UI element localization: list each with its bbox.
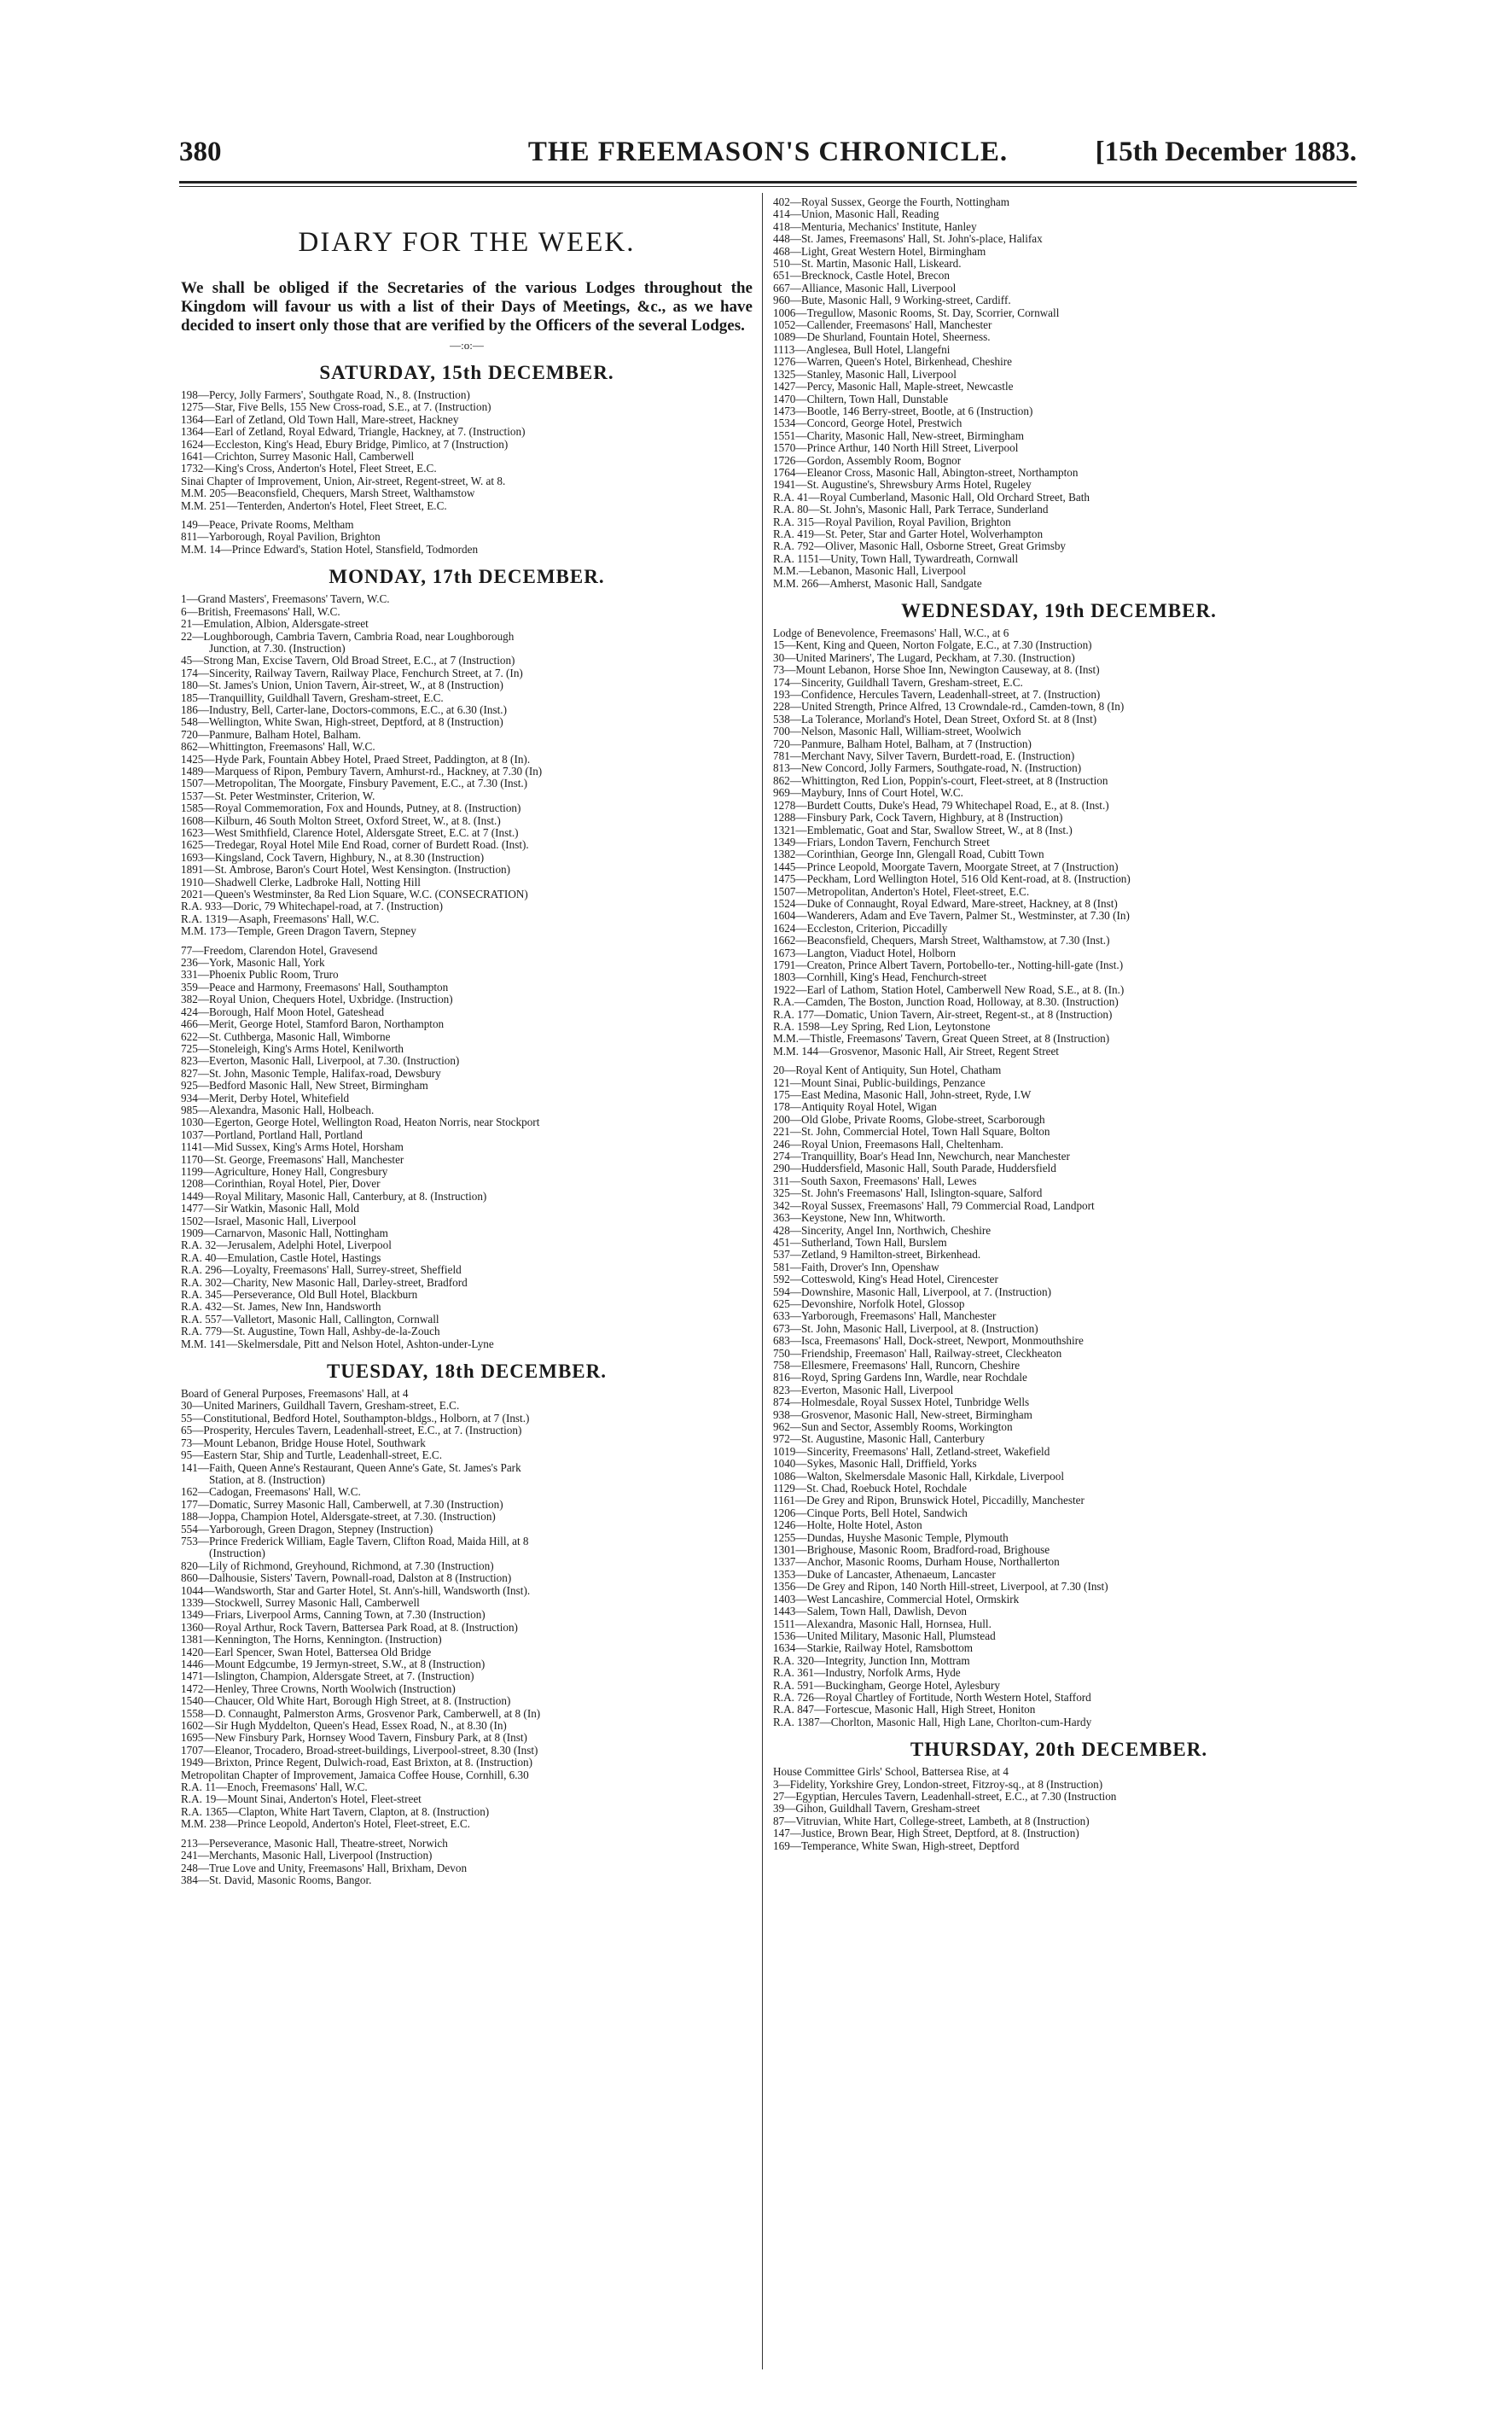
lodge-entry: 1288—Finsbury Park, Cock Tavern, Highbury, at 8 (Instruction)	[773, 812, 1063, 825]
lodge-entry: 1030—Egerton, George Hotel, Wellington Road, Heaton Norris, near Stockport	[181, 1116, 540, 1129]
lodge-entry: 1420—Earl Spencer, Swan Hotel, Battersea Old Bridge	[181, 1646, 432, 1658]
header-rule-thin	[179, 186, 1357, 187]
lodge-entry: 162—Cadogan, Freemasons' Hall, W.C.	[181, 1486, 361, 1499]
lodge-entry: 1040—Sykes, Masonic Hall, Driffield, Yorks	[773, 1458, 977, 1471]
column-divider	[762, 193, 763, 2369]
header-rule-thick	[179, 181, 1357, 184]
lodge-entry: 1339—Stockwell, Surrey Masonic Hall, Camberwell	[181, 1596, 420, 1609]
lodge-entry: M.M.—Thistle, Freemasons' Tavern, Great Queen Street, at 8 (Instruction)	[773, 1033, 1110, 1046]
lodge-entry: 1113—Anglesea, Bull Hotel, Llangefni	[773, 343, 951, 356]
lodge-entry: 1477—Sir Watkin, Masonic Hall, Mold	[181, 1203, 359, 1215]
lodge-entry: 1511—Alexandra, Masonic Hall, Hornsea, Hull.	[773, 1617, 992, 1630]
lodge-entry: 758—Ellesmere, Freemasons' Hall, Runcorn, Cheshire	[773, 1359, 1021, 1372]
lodge-entry: 1349—Friars, Liverpool Arms, Canning Town, at 7.30 (Instruction)	[181, 1609, 486, 1622]
lodge-entry: 1037—Portland, Portland Hall, Portland	[181, 1128, 363, 1141]
lodge-entry: 1791—Creaton, Prince Albert Tavern, Portobello-ter., Notting-hill-gate (Inst.)	[773, 959, 1124, 971]
lodge-entry: 581—Faith, Drover's Inn, Openshaw	[773, 1261, 939, 1273]
lodge-entry: 428—Sincerity, Angel Inn, Northwich, Cheshire	[773, 1224, 992, 1237]
issue-date: [15th December 1883.	[1095, 137, 1357, 167]
lodge-entry: 1019—Sincerity, Freemasons' Hall, Zetland-street, Wakefield	[773, 1445, 1050, 1458]
lodge-entry: 1382—Corinthian, George Inn, Glengall Road, Cubitt Town	[773, 848, 1044, 861]
lodge-entry: R.A. 591—Buckingham, George Hotel, Aylesbury	[773, 1679, 1000, 1692]
lodge-entry: 1006—Tregullow, Masonic Rooms, St. Day, Scorrier, Cornwall	[773, 306, 1060, 319]
lodge-entry: 1558—D. Connaught, Palmerston Arms, Grosvenor Park, Camberwell, at 8 (In)	[181, 1707, 541, 1720]
lodge-entry: 3—Fidelity, Yorkshire Grey, London-street, Fitzroy-sq., at 8 (Instruction)	[773, 1778, 1103, 1791]
lodge-entry: 972—St. Augustine, Masonic Hall, Canterbury	[773, 1433, 985, 1446]
lodge-entry: 1602—Sir Hugh Myddelton, Queen's Head, Essex Road, N., at 8.30 (In)	[181, 1720, 507, 1733]
lodge-entry: 1624—Eccleston, King's Head, Ebury Bridge, Pimlico, at 7 (Instruction)	[181, 438, 509, 451]
lodge-entry: 1489—Marquess of Ripon, Pembury Tavern, Amhurst-rd., Hackney, at 7.30 (In)	[181, 765, 543, 778]
lodge-entry: 290—Huddersfield, Masonic Hall, South Parade, Huddersfield	[773, 1163, 1056, 1175]
lodge-entry: 651—Brecknock, Castle Hotel, Brecon	[773, 270, 950, 283]
lodge-entry: R.A. 41—Royal Cumberland, Masonic Hall, Old Orchard Street, Bath	[773, 491, 1090, 504]
lodge-entry: 633—Yarborough, Freemasons' Hall, Manchester	[773, 1310, 997, 1323]
lodge-entry: 2021—Queen's Westminster, 8a Red Lion Square, W.C. (CONSECRATION)	[181, 889, 528, 901]
group-gap	[181, 1831, 753, 1838]
left-column	[181, 196, 753, 2364]
lodge-entry: 30—United Mariners, Guildhall Tavern, Gresham-street, E.C.	[181, 1400, 460, 1413]
lodge-entry: 753—Prince Frederick William, Eagle Tavern, Clifton Road, Maida Hill, at 8	[181, 1535, 529, 1547]
lodge-entry: 325—St. John's Freemasons' Hall, Islington-square, Salford	[773, 1187, 1043, 1200]
lodge-entry: 781—Merchant Navy, Silver Tavern, Burdett-road, E. (Instruction)	[773, 750, 1075, 763]
lodge-entry: 625—Devonshire, Norfolk Hotel, Glossop	[773, 1297, 965, 1310]
lodge-entry: 862—Whittington, Red Lion, Poppin's-court, Fleet-street, at 8 (Instruction	[773, 774, 1108, 787]
lodge-entry: 1170—St. George, Freemasons' Hall, Manchester	[181, 1153, 404, 1166]
lodge-entry: 198—Percy, Jolly Farmers', Southgate Road, N., 8. (Instruction)	[181, 389, 470, 401]
masthead	[179, 137, 1357, 178]
publication-title: THE FREEMASON'S CHRONICLE.	[527, 137, 1009, 167]
day-heading: WEDNESDAY, 19th DECEMBER.	[901, 600, 1217, 621]
lodge-entry: 1507—Metropolitan, Anderton's Hotel, Fleet-street, E.C.	[773, 885, 1030, 898]
lodge-entry: 1693—Kingsland, Cock Tavern, Highbury, N., at 8.30 (Instruction)	[181, 851, 485, 864]
lodge-entry: 934—Merit, Derby Hotel, Whitefield	[181, 1092, 350, 1104]
lodge-entry: R.A. 1598—Ley Spring, Red Lion, Leytonstone	[773, 1021, 991, 1033]
lodge-entry: 1624—Eccleston, Criterion, Piccadilly	[773, 922, 948, 935]
lodge-entry: 720—Panmure, Balham Hotel, Balham.	[181, 728, 361, 741]
lodge-entry: 1206—Cinque Ports, Bell Hotel, Sandwich	[773, 1506, 968, 1519]
lodge-entry: 1472—Henley, Three Crowns, North Woolwich (Instruction)	[181, 1682, 456, 1695]
lodge-entry: 1141—Mid Sussex, King's Arms Hotel, Horsham	[181, 1141, 404, 1154]
lodge-entry: R.A. 1319—Asaph, Freemasons' Hall, W.C.	[181, 912, 380, 925]
lodge-entry: Junction, at 7.30. (Instruction)	[181, 642, 346, 655]
lodge-entry: 228—United Strength, Prince Alfred, 13 Crowndale-rd., Camden-town, 8 (In)	[773, 701, 1125, 714]
lodge-entry: 87—Vitruvian, White Hart, College-street, Lambeth, at 8 (Instruction)	[773, 1815, 1090, 1827]
lodge-entry: 466—Merit, George Hotel, Stamford Baron, Northampton	[181, 1018, 445, 1031]
lodge-entry: R.A. 792—Oliver, Masonic Hall, Osborne Street, Great Grimsby	[773, 540, 1067, 553]
lodge-entry: M.M. 251—Tenterden, Anderton's Hotel, Fleet Street, E.C.	[181, 499, 447, 512]
lodge-entry: R.A. 32—Jerusalem, Adelphi Hotel, Liverpool	[181, 1239, 392, 1252]
lodge-entry: 402—Royal Sussex, George the Fourth, Nottingham	[773, 196, 1010, 208]
lodge-entry: 185—Tranquillity, Guildhall Tavern, Gresham-street, E.C.	[181, 691, 444, 704]
lodge-entry: R.A. 847—Fortescue, Masonic Hall, High Street, Honiton	[773, 1704, 1036, 1716]
lodge-entry: House Committee Girls' School, Battersea Rise, at 4	[773, 1766, 1009, 1779]
group-gap	[181, 938, 753, 945]
lodge-entry: 1086—Walton, Skelmersdale Masonic Hall, Kirkdale, Liverpool	[773, 1470, 1065, 1483]
lodge-entry: 1443—Salem, Town Hall, Dawlish, Devon	[773, 1606, 968, 1618]
lodge-entry: 1353—Duke of Lancaster, Athenaeum, Lancaster	[773, 1568, 996, 1581]
lodge-entry: Station, at 8. (Instruction)	[181, 1473, 325, 1486]
lodge-entry: 363—Keystone, New Inn, Whitworth.	[773, 1212, 945, 1225]
lodge-entry: 592—Cotteswold, King's Head Hotel, Cirencester	[773, 1273, 998, 1286]
lodge-entry: R.A. 361—Industry, Norfolk Arms, Hyde	[773, 1667, 961, 1680]
lodge-entry: 1726—Gordon, Assembly Room, Bognor	[773, 454, 962, 467]
lodge-entry: 1641—Crichton, Surrey Masonic Hall, Camberwell	[181, 451, 415, 463]
lodge-entry: R.A. 1365—Clapton, White Hart Tavern, Clapton, at 8. (Instruction)	[181, 1805, 490, 1818]
lodge-entry: 77—Freedom, Clarendon Hotel, Gravesend	[181, 944, 378, 957]
lodge-entry: 1507—Metropolitan, The Moorgate, Finsbury Pavement, E.C., at 7.30 (Inst.)	[181, 778, 528, 790]
lodge-entry: 1449—Royal Military, Masonic Hall, Canterbury, at 8. (Instruction)	[181, 1190, 487, 1203]
lodge-entry: 174—Sincerity, Guildhall Tavern, Gresham-street, E.C.	[773, 676, 1023, 689]
lodge-entry: 1276—Warren, Queen's Hotel, Birkenhead, Cheshire	[773, 356, 1013, 369]
lodge-entry: 414—Union, Masonic Hall, Reading	[773, 208, 939, 221]
lodge-entry: 925—Bedford Masonic Hall, New Street, Birmingham	[181, 1080, 428, 1093]
lodge-entry: 1445—Prince Leopold, Moorgate Tavern, Moorgate Street, at 7 (Instruction)	[773, 860, 1119, 873]
lodge-entry: 1044—Wandsworth, Star and Garter Hotel, St. Ann's-hill, Wandsworth (Inst).	[181, 1584, 531, 1597]
lodge-entry: R.A. 296—Loyalty, Freemasons' Hall, Surrey-street, Sheffield	[181, 1264, 462, 1277]
lodge-entry: 969—Maybury, Inns of Court Hotel, W.C.	[773, 787, 963, 800]
lodge-entry: 1910—Shadwell Clerke, Ladbroke Hall, Notting Hill	[181, 876, 421, 889]
lodge-entry: 22—Loughborough, Cambria Tavern, Cambria Road, near Loughborough	[181, 630, 515, 643]
lodge-entry: R.A. 1151—Unity, Town Hall, Tywardreath, Cornwall	[773, 552, 1019, 565]
lodge-entry: R.A. 419—St. Peter, Star and Garter Hotel, Wolverhampton	[773, 527, 1044, 540]
lodge-entry: 236—York, Masonic Hall, York	[181, 957, 325, 970]
lodge-entry: 667—Alliance, Masonic Hall, Liverpool	[773, 282, 957, 294]
lodge-entry: Sinai Chapter of Improvement, Union, Air-street, Regent-street, W. at 8.	[181, 475, 506, 487]
lodge-entry: 1356—De Grey and Ripon, 140 North Hill-street, Liverpool, at 7.30 (Inst)	[773, 1581, 1108, 1594]
lodge-entry: 448—St. James, Freemasons' Hall, St. John's-place, Halifax	[773, 233, 1043, 246]
lodge-entry: R.A. 1387—Chorlton, Masonic Hall, High Lane, Chorlton-cum-Hardy	[773, 1716, 1092, 1728]
lodge-entry: Lodge of Benevolence, Freemasons' Hall, W.C., at 6	[773, 627, 1009, 639]
lodge-entry: 20—Royal Kent of Antiquity, Sun Hotel, Chatham	[773, 1064, 1002, 1077]
lodge-entry: 1524—Duke of Connaught, Royal Edward, Mare-street, Hackney, at 8 (Inst)	[773, 897, 1118, 910]
lodge-entry: M.M. 173—Temple, Green Dragon Tavern, Stepney	[181, 925, 416, 938]
lodge-entry: 554—Yarborough, Green Dragon, Stepney (Instruction)	[181, 1523, 433, 1536]
right-column	[773, 196, 1345, 2364]
lodge-entry: 827—St. John, Masonic Temple, Halifax-road, Dewsbury	[181, 1067, 441, 1080]
lodge-entry: R.A. 432—St. James, New Inn, Handsworth	[181, 1301, 381, 1314]
lodge-entry: 1473—Bootle, 146 Berry-street, Bootle, at 6 (Instruction)	[773, 405, 1033, 417]
lodge-entry: 1470—Chiltern, Town Hall, Dunstable	[773, 393, 949, 405]
lodge-entry: 200—Old Globe, Private Rooms, Globe-street, Scarborough	[773, 1113, 1045, 1126]
lodge-entry: 537—Zetland, 9 Hamilton-street, Birkenhead.	[773, 1249, 981, 1262]
diary-title: DIARY FOR THE WEEK.	[298, 227, 636, 258]
lodge-entry: 178—Antiquity Royal Hotel, Wigan	[773, 1101, 937, 1114]
lodge-entry: R.A. 11—Enoch, Freemasons' Hall, W.C.	[181, 1781, 368, 1794]
lodge-entry: 73—Mount Lebanon, Horse Shoe Inn, Newington Causeway, at 8. (Inst)	[773, 664, 1100, 677]
lodge-entry: 750—Friendship, Freemason' Hall, Railway-street, Cleckheaton	[773, 1347, 1062, 1360]
lodge-entry: 342—Royal Sussex, Freemasons' Hall, 79 Commercial Road, Landport	[773, 1199, 1095, 1212]
lodge-entry: 985—Alexandra, Masonic Hall, Holbeach.	[181, 1104, 375, 1116]
lodge-entry: 1364—Earl of Zetland, Royal Edward, Triangle, Hackney, at 7. (Instruction)	[181, 426, 526, 439]
lodge-entry: R.A. 557—Valletort, Masonic Hall, Callington, Cornwall	[181, 1313, 439, 1326]
lodge-entry: 331—Phoenix Public Room, Truro	[181, 969, 339, 982]
lodge-entry: 177—Domatic, Surrey Masonic Hall, Camberwell, at 7.30 (Instruction)	[181, 1498, 503, 1511]
lodge-entry: 246—Royal Union, Freemasons Hall, Cheltenham.	[773, 1138, 1003, 1151]
lodge-entry: 1—Grand Masters', Freemasons' Tavern, W.C.	[181, 593, 390, 606]
lodge-entry: 45—Strong Man, Excise Tavern, Old Broad Street, E.C., at 7 (Instruction)	[181, 655, 515, 667]
lodge-entry: 188—Joppa, Champion Hotel, Aldersgate-street, at 7.30. (Instruction)	[181, 1511, 496, 1524]
lodge-entry: R.A. 40—Emulation, Castle Hotel, Hastings	[181, 1251, 381, 1264]
lodge-entry: R.A. 302—Charity, New Masonic Hall, Darley-street, Bradford	[181, 1276, 468, 1289]
lodge-entry: M.M. 144—Grosvenor, Masonic Hall, Air Street, Regent Street	[773, 1045, 1059, 1058]
lodge-entry: 468—Light, Great Western Hotel, Birmingham	[773, 245, 986, 258]
lodge-entry: 1570—Prince Arthur, 140 North Hill Street, Liverpool	[773, 442, 1019, 455]
lodge-entry: 241—Merchants, Masonic Hall, Liverpool (Instruction)	[181, 1850, 433, 1862]
lodge-entry: 1695—New Finsbury Park, Hornsey Wood Tavern, Finsbury Park, at 8 (Inst)	[181, 1732, 527, 1745]
lodge-entry: 1337—Anchor, Masonic Rooms, Durham House, Northallerton	[773, 1556, 1060, 1569]
lodge-entry: 1325—Stanley, Masonic Hall, Liverpool	[773, 368, 957, 381]
lodge-entry: 141—Faith, Queen Anne's Restaurant, Queen Anne's Gate, St. James's Park	[181, 1461, 521, 1474]
lodge-entry: 1623—West Smithfield, Clarence Hotel, Aldersgate Street, E.C. at 7 (Inst.)	[181, 827, 519, 839]
lodge-entry: 960—Bute, Masonic Hall, 9 Working-street, Cardiff.	[773, 294, 1011, 307]
lodge-entry: 1129—St. Chad, Roebuck Hotel, Rochdale	[773, 1483, 967, 1495]
lodge-entry: M.M. 14—Prince Edward's, Station Hotel, Stansfield, Todmorden	[181, 543, 479, 556]
lodge-entry: 860—Dalhousie, Sisters' Tavern, Pownall-road, Dalston at 8 (Instruction)	[181, 1572, 512, 1585]
lodge-entry: M.M. 238—Prince Leopold, Anderton's Hotel, Fleet-street, E.C.	[181, 1818, 470, 1831]
lodge-entry: 1199—Agriculture, Honey Hall, Congresbury	[181, 1165, 388, 1178]
lodge-entry: 55—Constitutional, Bedford Hotel, Southampton-bldgs., Holborn, at 7 (Inst.)	[181, 1412, 530, 1425]
lodge-entry: 1471—Islington, Champion, Aldersgate Street, at 7. (Instruction)	[181, 1670, 474, 1683]
lodge-entry: 39—Gihon, Guildhall Tavern, Gresham-street	[773, 1803, 980, 1815]
lodge-entry: 30—United Mariners', The Lugard, Peckham, at 7.30. (Instruction)	[773, 651, 1075, 664]
lodge-entry: 180—St. James's Union, Union Tavern, Air-street, W., at 8 (Instruction)	[181, 679, 503, 692]
lodge-entry: 874—Holmesdale, Royal Sussex Hotel, Tunbridge Wells	[773, 1396, 1030, 1409]
lodge-entry: 73—Mount Lebanon, Bridge House Hotel, Southwark	[181, 1437, 426, 1449]
page-number: 380	[179, 137, 222, 167]
lodge-entry: 174—Sincerity, Railway Tavern, Railway Place, Fenchurch Street, at 7. (In)	[181, 667, 523, 679]
lodge-entry: 673—St. John, Masonic Hall, Liverpool, at 8. (Instruction)	[773, 1322, 1038, 1335]
lodge-entry: 1803—Cornhill, King's Head, Fenchurch-street	[773, 971, 987, 984]
lodge-entry: 451—Sutherland, Town Hall, Burslem	[773, 1236, 947, 1249]
lodge-entry: R.A. 933—Doric, 79 Whitechapel-road, at 7. (Instruction)	[181, 900, 444, 913]
lodge-entry: 274—Tranquillity, Boar's Head Inn, Newchurch, near Manchester	[773, 1151, 1070, 1163]
lodge-entry: R.A. 315—Royal Pavilion, Royal Pavilion, Brighton	[773, 516, 1011, 528]
lodge-entry: 213—Perseverance, Masonic Hall, Theatre-street, Norwich	[181, 1837, 448, 1850]
lodge-entry: 147—Justice, Brown Bear, High Street, Deptford, at 8. (Instruction)	[773, 1827, 1079, 1840]
lodge-entry: 1540—Chaucer, Old White Hart, Borough High Street, at 8. (Instruction)	[181, 1695, 511, 1708]
lodge-entry: 594—Downshire, Masonic Hall, Liverpool, at 7. (Instruction)	[773, 1285, 1051, 1298]
lodge-entry: 823—Everton, Masonic Hall, Liverpool	[773, 1384, 954, 1396]
lodge-entry: 186—Industry, Bell, Carter-lane, Doctors-commons, E.C., at 6.30 (Inst.)	[181, 703, 507, 716]
lodge-entry: 418—Menturia, Mechanics' Institute, Hanley	[773, 220, 977, 233]
lodge-entry: 1662—Beaconsfield, Chequers, Marsh Street, Walthamstow, at 7.30 (Inst.)	[773, 935, 1110, 947]
lodge-entry: 384—St. David, Masonic Rooms, Bangor.	[181, 1874, 372, 1886]
lodge-entry: 1089—De Shurland, Fountain Hotel, Sheerness.	[773, 331, 991, 344]
lodge-entry: 820—Lily of Richmond, Greyhound, Richmond, at 7.30 (Instruction)	[181, 1559, 494, 1572]
lodge-entry: 382—Royal Union, Chequers Hotel, Uxbridge. (Instruction)	[181, 994, 453, 1006]
lodge-entry: 175—East Medina, Masonic Hall, John-street, Ryde, I.W	[773, 1089, 1032, 1102]
lodge-entry: 1427—Percy, Masonic Hall, Maple-street, Newcastle	[773, 381, 1014, 393]
lodge-entry: 95—Eastern Star, Ship and Turtle, Leadenhall-street, E.C.	[181, 1449, 443, 1462]
lodge-entry: 1321—Emblematic, Goat and Star, Swallow Street, W., at 8 (Inst.)	[773, 824, 1073, 836]
lodge-entry: 1604—Wanderers, Adam and Eve Tavern, Palmer St., Westminster, at 7.30 (In)	[773, 910, 1130, 923]
lodge-entry: 813—New Concord, Jolly Farmers, Southgate-road, N. (Instruction)	[773, 762, 1082, 775]
lodge-entry: 221—St. John, Commercial Hotel, Town Hall Square, Bolton	[773, 1126, 1050, 1139]
lodge-entry: Metropolitan Chapter of Improvement, Jamaica Coffee House, Cornhill, 6.30	[181, 1769, 529, 1781]
lodge-entry: 193—Confidence, Hercules Tavern, Leadenhall-street, at 7. (Instruction)	[773, 689, 1101, 702]
lodge-entry: 1534—Concord, George Hotel, Prestwich	[773, 417, 962, 430]
lodge-entry: 1909—Carnarvon, Masonic Hall, Nottingham	[181, 1227, 388, 1239]
lodge-entry: 1922—Earl of Lathom, Station Hotel, Camberwell New Road, S.E., at 8. (In.)	[773, 983, 1125, 996]
lodge-entry: 311—South Saxon, Freemasons' Hall, Lewes	[773, 1174, 977, 1187]
lodge-entry: 1208—Corinthian, Royal Hotel, Pier, Dover	[181, 1178, 381, 1191]
lodge-entry: 1475—Peckham, Lord Wellington Hotel, 516 Old Kent-road, at 8. (Instruction)	[773, 873, 1131, 886]
separator: —:o:—	[450, 339, 484, 352]
lodge-entry: 149—Peace, Private Rooms, Meltham	[181, 519, 354, 532]
lodge-entry: 548—Wellington, White Swan, High-street, Deptford, at 8 (Instruction)	[181, 716, 503, 729]
lodge-entry: 27—Egyptian, Hercules Tavern, Leadenhall-street, E.C., at 7.30 (Instruction	[773, 1790, 1117, 1803]
lodge-entry: 1255—Dundas, Huyshe Masonic Temple, Plymouth	[773, 1531, 1009, 1544]
lodge-entry: 700—Nelson, Masonic Hall, William-street, Woolwich	[773, 726, 1021, 738]
lodge-entry: R.A. 779—St. Augustine, Town Hall, Ashby-de-la-Zouch	[181, 1326, 440, 1338]
lodge-entry: 65—Prosperity, Hercules Tavern, Leadenhall-street, E.C., at 7. (Instruction)	[181, 1425, 522, 1437]
lodge-entry: 1551—Charity, Masonic Hall, New-street, Birmingham	[773, 429, 1024, 442]
lodge-entry: 15—Kent, King and Queen, Norton Folgate, E.C., at 7.30 (Instruction)	[773, 639, 1092, 652]
lodge-entry: 1275—Star, Five Bells, 155 New Cross-road, S.E., at 7. (Instruction)	[181, 401, 491, 414]
lodge-entry: 862—Whittington, Freemasons' Hall, W.C.	[181, 741, 375, 754]
lodge-entry: R.A. 320—Integrity, Junction Inn, Mottram	[773, 1654, 970, 1667]
lodge-entry: 248—True Love and Unity, Freemasons' Hall, Brixham, Devon	[181, 1862, 468, 1874]
lodge-entry: 1732—King's Cross, Anderton's Hotel, Fleet Street, E.C.	[181, 463, 437, 475]
lodge-entry: M.M.—Lebanon, Masonic Hall, Liverpool	[773, 565, 966, 578]
lodge-entry: M.M. 266—Amherst, Masonic Hall, Sandgate	[773, 577, 982, 590]
lodge-entry: 1673—Langton, Viaduct Hotel, Holborn	[773, 947, 956, 959]
lodge-entry: 720—Panmure, Balham Hotel, Balham, at 7 (Instruction)	[773, 737, 1032, 750]
group-gap	[773, 1058, 1345, 1064]
lodge-entry: 424—Borough, Half Moon Hotel, Gateshead	[181, 1005, 385, 1018]
lodge-entry: 816—Royd, Spring Gardens Inn, Wardle, near Rochdale	[773, 1372, 1027, 1384]
lodge-entry: 1278—Burdett Coutts, Duke's Head, 79 Whitechapel Road, E., at 8. (Inst.)	[773, 799, 1109, 812]
lodge-entry: 169—Temperance, White Swan, High-street, Deptford	[773, 1839, 1020, 1852]
lodge-entry: 1052—Callender, Freemasons' Hall, Manchester	[773, 319, 992, 332]
lodge-entry: 1537—St. Peter Westminster, Criterion, W.	[181, 790, 375, 802]
lodge-entry: 1446—Mount Edgcumbe, 19 Jermyn-street, S.W., at 8 (Instruction)	[181, 1658, 486, 1670]
day-heading: TUESDAY, 18th DECEMBER.	[326, 1361, 608, 1383]
lodge-entry: 121—Mount Sinai, Public-buildings, Penzance	[773, 1076, 986, 1089]
lodge-entry: R.A. 80—St. John's, Masonic Hall, Park Terrace, Sunderland	[773, 504, 1049, 516]
diary-intro: We shall be obliged if the Secretaries of the various Lodges throughout the Kingdom will favour us with a list of their Days of Meetings, &c., as we have decided to insert only those that are verified by the Officers of the several Lodges.	[181, 279, 753, 335]
lodge-entry: 962—Sun and Sector, Assembly Rooms, Workington	[773, 1421, 1013, 1433]
lodge-entry: 6—British, Freemasons' Hall, W.C.	[181, 605, 340, 618]
group-gap	[181, 512, 753, 519]
lodge-entry: 683—Isca, Freemasons' Hall, Dock-street, Newport, Monmouthshire	[773, 1335, 1084, 1348]
lodge-entry: 21—Emulation, Albion, Aldersgate-street	[181, 618, 369, 631]
lodge-entry: 1502—Israel, Masonic Hall, Liverpool	[181, 1215, 357, 1227]
day-heading: MONDAY, 17th DECEMBER.	[329, 566, 605, 588]
lodge-entry: 811—Yarborough, Royal Pavilion, Brighton	[181, 531, 381, 544]
day-heading: THURSDAY, 20th DECEMBER.	[910, 1739, 1208, 1761]
lodge-entry: 1625—Tredegar, Royal Hotel Mile End Road, corner of Burdett Road. (Inst).	[181, 839, 529, 852]
lodge-entry: 359—Peace and Harmony, Freemasons' Hall, Southampton	[181, 981, 449, 994]
lodge-entry: 1161—De Grey and Ripon, Brunswick Hotel, Piccadilly, Manchester	[773, 1495, 1085, 1507]
lodge-entry: 1764—Eleanor Cross, Masonic Hall, Abington-street, Northampton	[773, 466, 1079, 479]
lodge-entry: R.A. 19—Mount Sinai, Anderton's Hotel, Fleet-street	[181, 1793, 422, 1806]
lodge-entry: 938—Grosvenor, Masonic Hall, New-street, Birmingham	[773, 1408, 1032, 1421]
lodge-entry: (Instruction)	[181, 1547, 265, 1560]
lodge-entry: 1891—St. Ambrose, Baron's Court Hotel, West Kensington. (Instruction)	[181, 864, 511, 877]
lodge-entry: 823—Everton, Masonic Hall, Liverpool, at 7.30. (Instruction)	[181, 1055, 460, 1068]
lodge-entry: R.A. 345—Perseverance, Old Bull Hotel, Blackburn	[181, 1289, 418, 1302]
lodge-entry: 538—La Tolerance, Morland's Hotel, Dean Street, Oxford St. at 8 (Inst)	[773, 713, 1097, 726]
lodge-entry: 1536—United Military, Masonic Hall, Plumstead	[773, 1629, 996, 1642]
lodge-entry: 1246—Holte, Holte Hotel, Aston	[773, 1519, 922, 1532]
lodge-entry: R.A. 726—Royal Chartley of Fortitude, North Western Hotel, Stafford	[773, 1691, 1091, 1704]
lodge-entry: 1349—Friars, London Tavern, Fenchurch Street	[773, 836, 990, 848]
lodge-entry: M.M. 141—Skelmersdale, Pitt and Nelson Hotel, Ashton-under-Lyne	[181, 1337, 494, 1350]
lodge-entry: 1634—Starkie, Railway Hotel, Ramsbottom	[773, 1642, 974, 1655]
day-heading: SATURDAY, 15th DECEMBER.	[319, 362, 614, 383]
lodge-entry: Board of General Purposes, Freemasons' Hall, at 4	[181, 1388, 409, 1401]
lodge-entry: 1301—Brighouse, Masonic Room, Bradford-road, Brighouse	[773, 1544, 1050, 1557]
lodge-entry: 1425—Hyde Park, Fountain Abbey Hotel, Praed Street, Paddington, at 8 (In).	[181, 753, 531, 766]
lodge-entry: 1403—West Lancashire, Commercial Hotel, Ormskirk	[773, 1593, 1020, 1606]
lodge-entry: R.A. 177—Domatic, Union Tavern, Air-street, Regent-st., at 8 (Instruction)	[773, 1008, 1113, 1021]
lodge-entry: 1364—Earl of Zetland, Old Town Hall, Mare-street, Hackney	[181, 413, 459, 426]
lodge-entry: 1707—Eleanor, Trocadero, Broad-street-buildings, Liverpool-street, 8.30 (Inst)	[181, 1744, 538, 1757]
lodge-entry: 1585—Royal Commemoration, Fox and Hounds, Putney, at 8. (Instruction)	[181, 802, 521, 815]
lodge-entry: 1949—Brixton, Prince Regent, Dulwich-road, East Brixton, at 8. (Instruction)	[181, 1757, 533, 1769]
lodge-entry: 1941—St. Augustine's, Shrewsbury Arms Hotel, Rugeley	[773, 479, 1032, 492]
lodge-entry: 1360—Royal Arthur, Rock Tavern, Battersea Park Road, at 8. (Instruction)	[181, 1621, 518, 1634]
lodge-entry: R.A.—Camden, The Boston, Junction Road, Holloway, at 8.30. (Instruction)	[773, 996, 1119, 1009]
lodge-entry: 1381—Kennington, The Horns, Kennington. (Instruction)	[181, 1634, 442, 1646]
lodge-entry: M.M. 205—Beaconsfield, Chequers, Marsh Street, Walthamstow	[181, 487, 475, 500]
lodge-entry: 725—Stoneleigh, King's Arms Hotel, Kenilworth	[181, 1042, 404, 1055]
lodge-entry: 622—St. Cuthberga, Masonic Hall, Wimborne	[181, 1030, 391, 1043]
lodge-entry: 510—St. Martin, Masonic Hall, Liskeard.	[773, 258, 962, 271]
lodge-entry: 1608—Kilburn, 46 South Molton Street, Oxford Street, W., at 8. (Inst.)	[181, 814, 501, 827]
